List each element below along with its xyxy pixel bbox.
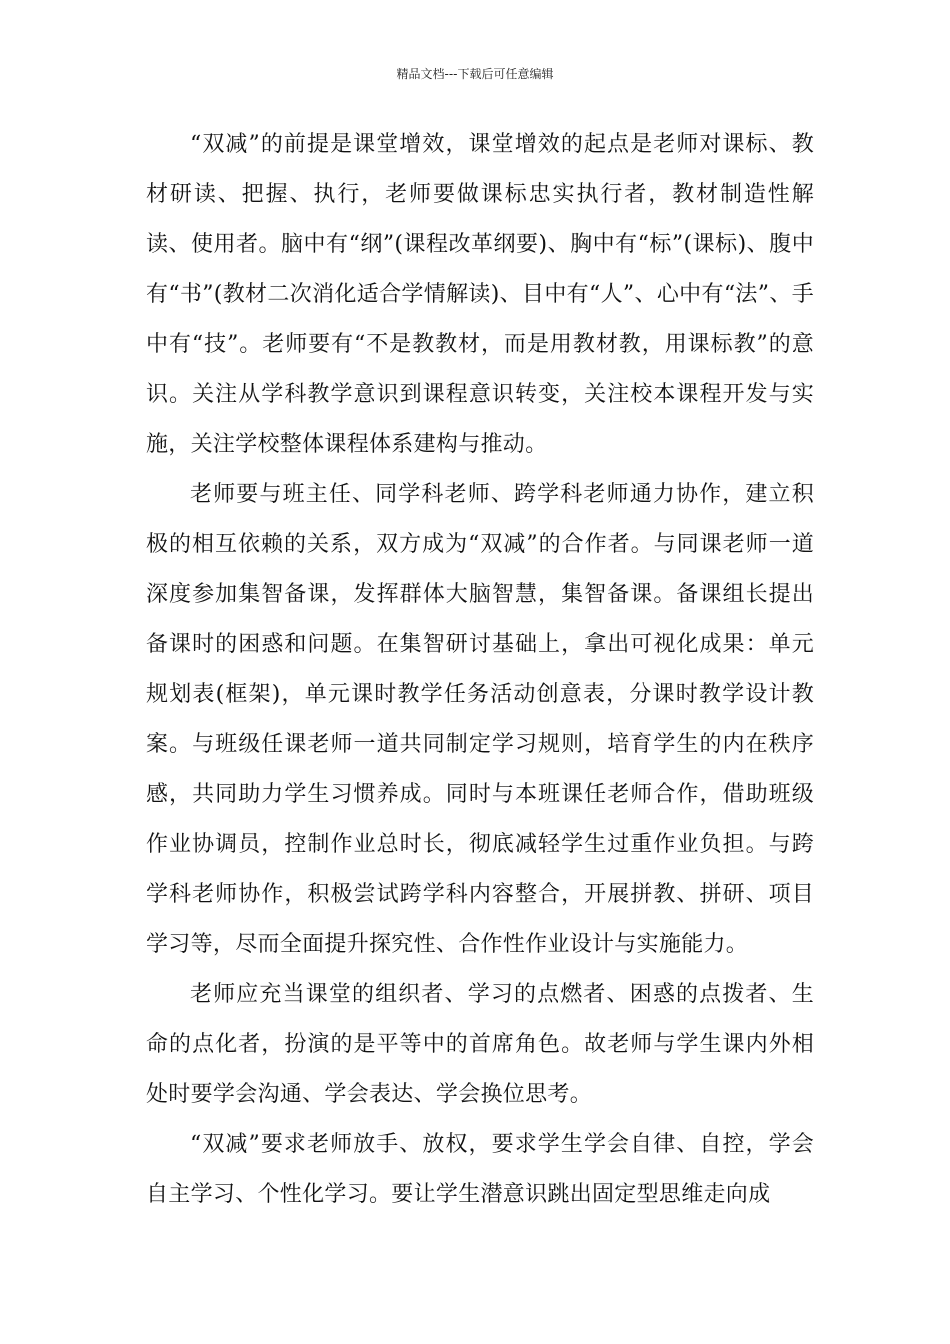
paragraph-1: “双减”的前提是课堂增效，课堂增效的起点是老师对课标、教材研读、把握、执行，老师要做课标忠实执行者，教材制造性解读、使用者。脑中有“纲”(课程改革纲要)、胸中有“标”(课标)、腹中有“书”(教材二次消化适合学情解读)、目中有“人”、心中有“法”、手中有“技”。老师要有“不是教教材，而是用教材教，用课标教”的意识。关注从学科教学意识到课程意识转变，关注校本课程开发与实施，关注学校整体课程体系建构与推动。 (146, 132, 814, 457)
document-body (146, 120, 814, 1220)
paragraph-2: 老师要与班主任、同学科老师、跨学科老师通力协作，建立积极的相互依赖的关系，双方成为“双减”的合作者。与同课老师一道深度参加集智备课，发挥群体大脑智慧，集智备课。备课组长提出备课时的困惑和问题。在集智研讨基础上，拿出可视化成果：单元规划表(框架)，单元课时教学任务活动创意表，分课时教学设计教案。与班级任课老师一道共同制定学习规则，培育学生的内在秩序感，共同助力学生习惯养成。同时与本班课任老师合作，借助班级作业协调员，控制作业总时长，彻底减轻学生过重作业负担。与跨学科老师协作，积极尝试跨学科内容整合，开展拼教、拼研、项目学习等，尽而全面提升探究性、合作性作业设计与实施能力。 (146, 482, 814, 957)
paragraph-4: “双减”要求老师放手、放权，要求学生学会自律、自控，学会自主学习、个性化学习。要让学生潜意识跳出固定型思维走向成 (146, 1132, 814, 1207)
page-header: 精品文档---下载后可任意编辑 (396, 67, 554, 81)
paragraph-3: 老师应充当课堂的组织者、学习的点燃者、困惑的点拨者、生命的点化者，扮演的是平等中的首席角色。故老师与学生课内外相处时要学会沟通、学会表达、学会换位思考。 (146, 982, 814, 1107)
